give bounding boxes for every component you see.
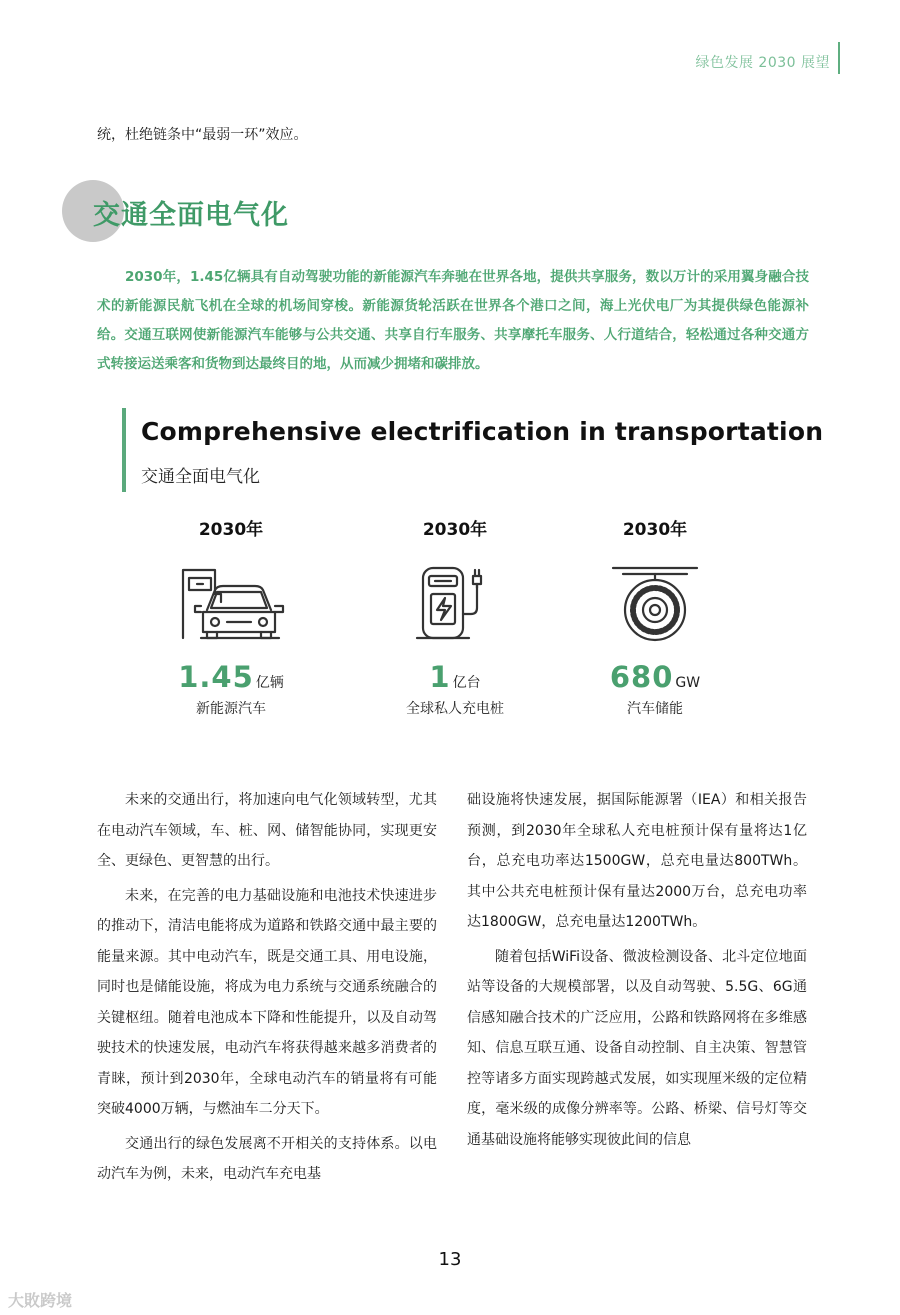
body-column-right: [467, 785, 807, 1159]
stat-unit: 亿辆: [255, 675, 284, 691]
section-lead-paragraph: 2030年，1.45亿辆具有自动驾驶功能的新能源汽车奔驰在世界各地，提供共享服务，数以万计的采用翼身融合技术的新能源民航飞机在全球的机场间穿梭。新能源货轮活跃在世界各个港口之间，海上光伏电厂为其提供绿色能源补给。交通互联网使新能源汽车能够与公共交通、共享自行车服务、共享摩托车服务、人行道结合，轻松通过各种交通方式转接运送乘客和货物到达最终目的地，从而减少拥堵和碳排放。: [97, 269, 809, 372]
stat-number: 680: [609, 660, 674, 694]
infographic-title-en: Comprehensive electrification in transportation: [141, 417, 824, 446]
stat-value: [131, 660, 331, 694]
stat-charging-pile: [355, 515, 555, 718]
stat-unit: 亿台: [452, 675, 481, 691]
battery-storage-icon: [595, 554, 715, 650]
body-paragraph: 未来，在完善的电力基础设施和电池技术快速进步的推动下，清洁电能将成为道路和铁路交通中最主要的能量来源。其中电动汽车，既是交通工具、用电设施，同时也是储能设施，将成为电力系统与交通系统融合的关键枢纽。随着电池成本下降和性能提升，以及自动驾驶技术的快速发展，电动汽车将获得越来越多消费者的青睐，预计到2030年，全球电动汽车的销量将有可能突破4000万辆，与燃油车二分天下。: [97, 887, 437, 1117]
infographic-title-zh: 交通全面电气化: [141, 467, 260, 487]
stat-year: 2030年: [622, 520, 688, 540]
stat-number: 1.45: [178, 660, 254, 694]
infographic-accent-bar: [122, 408, 126, 492]
stat-year: 2030年: [422, 520, 488, 540]
section-title: 交通全面电气化: [93, 200, 289, 231]
body-paragraph: 未来的交通出行，将加速向电气化领域转型，尤其在电动汽车领域，车、桩、网、储智能协同，实现更安全、更绿色、更智慧的出行。: [97, 792, 437, 869]
body-paragraph: 随着包括WiFi设备、微波检测设备、北斗定位地面站等设备的大规模部署，以及自动驾驶、5.5G、6G通信感知融合技术的广泛应用，公路和铁路网将在多维感知、信息互联互通、设备自动控制、自主决策、智慧管控等诸多方面实现跨越式发展，如实现厘米级的定位精度，毫米级的成像分辨率等。公路、桥梁、信号灯等交通基础设施将能够实现彼此间的信息: [467, 948, 807, 1148]
stat-year: 2030年: [198, 520, 264, 540]
charging-pile-icon: [395, 554, 515, 650]
running-header: 绿色发展 2030 展望: [695, 55, 830, 71]
stat-ev: [131, 515, 331, 718]
stat-value: [355, 660, 555, 694]
body-paragraph: 础设施将快速发展，据国际能源署（IEA）和相关报告预测，到2030年全球私人充电桩预计保有量将达1亿台，总充电功率达1500GW，总充电量达800TWh。其中公共充电桩预计保有量达2000万台，总充电功率达1800GW，总充电量达1200TWh。: [467, 792, 807, 930]
watermark: 大敗跨境: [8, 1291, 73, 1310]
body-column-left: [97, 785, 437, 1194]
stat-label: 汽车储能: [627, 701, 683, 717]
stat-storage: [555, 515, 755, 718]
stat-value: [555, 660, 755, 694]
stat-label: 新能源汽车: [196, 701, 266, 717]
intro-line: 统，杜绝链条中“最弱一环”效应。: [97, 127, 308, 143]
body-paragraph: 交通出行的绿色发展离不开相关的支持体系。以电动汽车为例，未来，电动汽车充电基: [97, 1135, 437, 1182]
stat-number: 1: [429, 660, 451, 694]
page-number: 13: [438, 1249, 462, 1270]
electric-car-icon: [171, 554, 291, 650]
header-divider: [838, 42, 840, 74]
stat-unit: GW: [675, 675, 701, 691]
stat-label: 全球私人充电桩: [406, 701, 504, 717]
